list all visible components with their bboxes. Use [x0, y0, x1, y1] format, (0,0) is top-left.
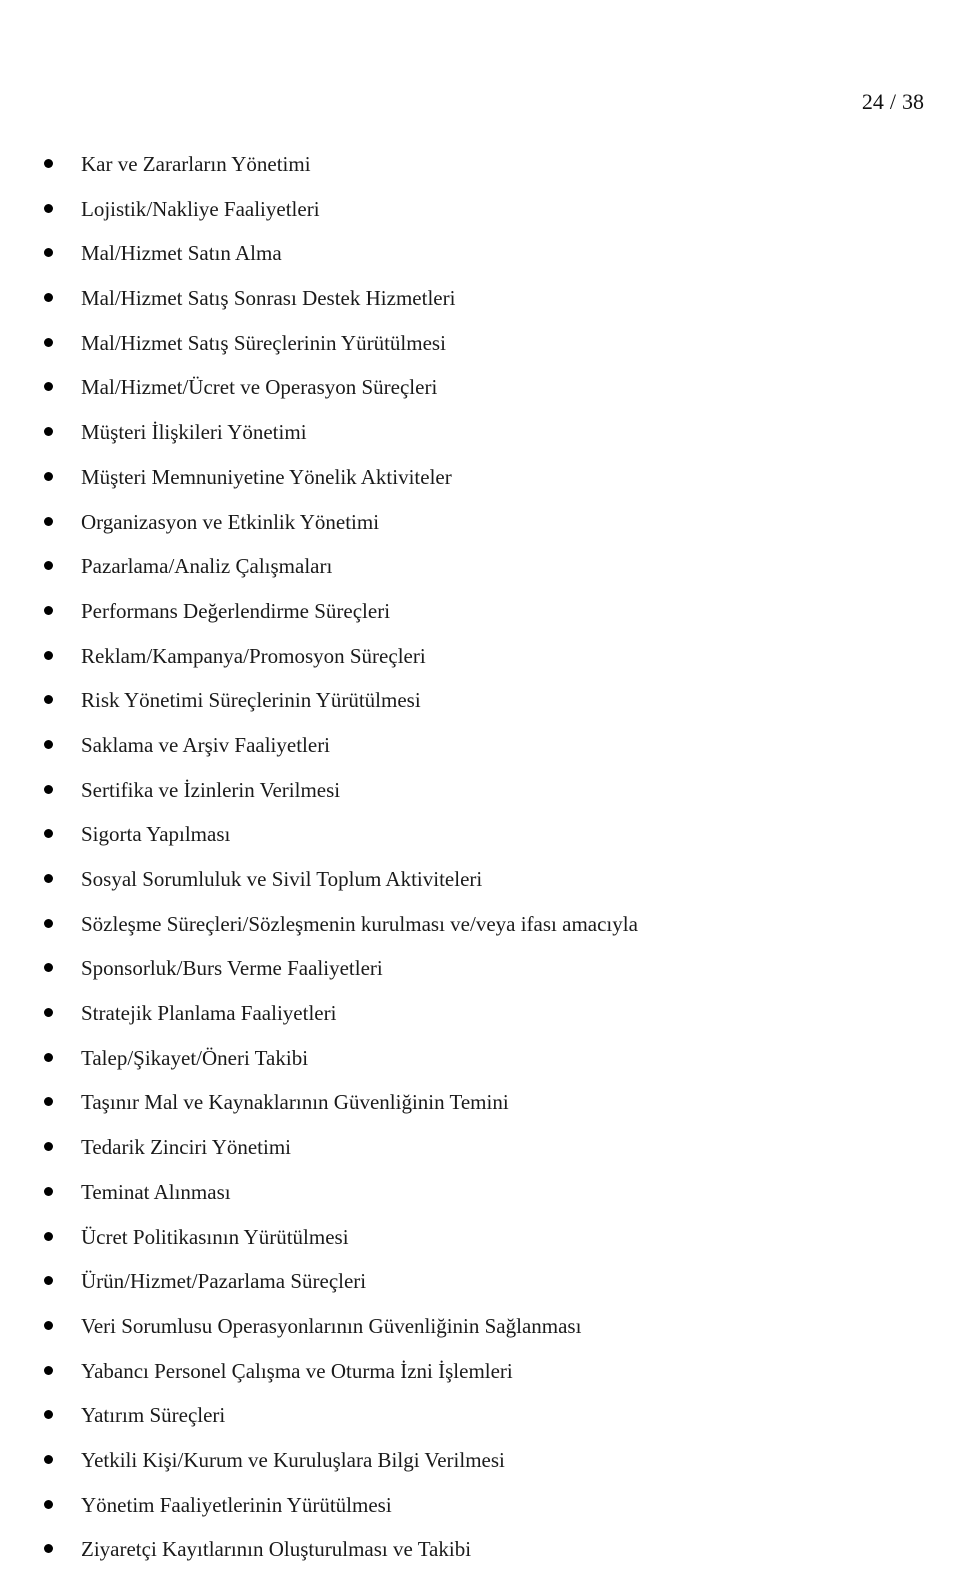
- list-item-label: Organizasyon ve Etkinlik Yönetimi: [81, 509, 380, 534]
- list-item-label: Tedarik Zinciri Yönetimi: [81, 1135, 292, 1160]
- list-item: [0, 1531, 960, 1576]
- bullet-icon: [44, 1142, 53, 1151]
- list-item: [0, 235, 960, 280]
- list-item: [0, 1174, 960, 1219]
- list-item: [0, 727, 960, 772]
- bullet-icon: [44, 874, 53, 883]
- bullet-icon: [44, 561, 53, 570]
- list-item-label: Sözleşme Süreçleri/Sözleşmenin kurulması ve/veya ifası amacıyla: [81, 911, 638, 936]
- list-item-label: Risk Yönetimi Süreçlerinin Yürütülmesi: [81, 688, 421, 713]
- bullet-icon: [44, 651, 53, 660]
- bullet-icon: [44, 427, 53, 436]
- bullet-icon: [44, 248, 53, 257]
- list-item-label: Pazarlama/Analiz Çalışmaları: [81, 554, 333, 579]
- list-item-label: Kar ve Zararların Yönetimi: [81, 152, 311, 176]
- page-number-total: 38: [902, 89, 924, 114]
- list-item-label: Yatırım Süreçleri: [81, 1403, 226, 1428]
- list-item: [0, 1397, 960, 1442]
- list-item-label: Müşteri İlişkileri Yönetimi: [81, 420, 307, 445]
- page-number-separator: /: [889, 89, 896, 114]
- list-item-label: Yönetim Faaliyetlerinin Yürütülmesi: [81, 1492, 392, 1517]
- list-item: [0, 995, 960, 1040]
- list-item: [0, 1353, 960, 1398]
- list-item-label: Mal/Hizmet Satın Alma: [81, 241, 282, 266]
- bullet-icon: [44, 1410, 53, 1419]
- list-item: [0, 682, 960, 727]
- list-item-label: Taşınır Mal ve Kaynaklarının Güvenliğinin Temini: [81, 1090, 509, 1115]
- list-item-label: Veri Sorumlusu Operasyonlarının Güvenliğinin Sağlanması: [81, 1313, 582, 1338]
- list-item-label: Sponsorluk/Burs Verme Faaliyetleri: [81, 956, 383, 981]
- list-item: [0, 861, 960, 906]
- bullet-icon: [44, 695, 53, 704]
- list-item-label: Mal/Hizmet Satış Sonrası Destek Hizmetleri: [81, 286, 456, 311]
- bullet-icon: [44, 338, 53, 347]
- list-item-label: Yetkili Kişi/Kurum ve Kuruluşlara Bilgi Verilmesi: [81, 1447, 505, 1472]
- bullet-icon: [44, 517, 53, 526]
- list-item: [0, 1308, 960, 1353]
- list-item: [0, 772, 960, 817]
- list-item: [0, 1487, 960, 1532]
- bullet-icon: [44, 1276, 53, 1285]
- list-item-label: Müşteri Memnuniyetine Yönelik Aktiviteler: [81, 464, 452, 489]
- list-item: [0, 504, 960, 549]
- list-item-label: Reklam/Kampanya/Promosyon Süreçleri: [81, 643, 426, 668]
- list-item-label: Lojistik/Nakliye Faaliyetleri: [81, 196, 320, 221]
- list-item-label: Teminat Alınması: [81, 1179, 231, 1204]
- bullet-list: [0, 146, 960, 1576]
- list-item-label: Ziyaretçi Kayıtlarının Oluşturulması ve Takibi: [81, 1537, 472, 1562]
- bullet-icon: [44, 785, 53, 794]
- bullet-icon: [44, 1500, 53, 1509]
- list-item-label: Yabancı Personel Çalışma ve Oturma İzni İşlemleri: [81, 1358, 513, 1383]
- list-item: [0, 191, 960, 236]
- list-item-label: Saklama ve Arşiv Faaliyetleri: [81, 732, 331, 757]
- list-item: [0, 548, 960, 593]
- bullet-icon: [44, 472, 53, 481]
- bullet-icon: [44, 963, 53, 972]
- list-item-label: Sigorta Yapılması: [81, 822, 231, 847]
- list-item: [0, 414, 960, 459]
- list-item: [0, 1040, 960, 1085]
- bullet-icon: [44, 293, 53, 302]
- bullet-icon: [44, 1321, 53, 1330]
- list-item-label: Talep/Şikayet/Öneri Takibi: [81, 1045, 309, 1070]
- list-item: [0, 369, 960, 414]
- page-number-current: 24: [861, 89, 884, 114]
- list-item-label: Performans Değerlendirme Süreçleri: [81, 598, 391, 623]
- bullet-icon: [44, 829, 53, 838]
- bullet-icon: [44, 1455, 53, 1464]
- bullet-icon: [44, 1544, 53, 1553]
- list-item: [0, 593, 960, 638]
- list-item: [0, 1129, 960, 1174]
- bullet-icon: [44, 1008, 53, 1017]
- list-item: [0, 1084, 960, 1129]
- list-item-label: Stratejik Planlama Faaliyetleri: [81, 1001, 337, 1026]
- bullet-icon: [44, 1232, 53, 1241]
- bullet-icon: [44, 204, 53, 213]
- list-item: [0, 1219, 960, 1264]
- list-item-label: Ücret Politikasının Yürütülmesi: [81, 1224, 349, 1249]
- list-item-label: Mal/Hizmet Satış Süreçlerinin Yürütülmesi: [81, 330, 446, 355]
- bullet-icon: [44, 1097, 53, 1106]
- list-item: [0, 638, 960, 683]
- list-item: [0, 1263, 960, 1308]
- list-item: [0, 459, 960, 504]
- bullet-icon: [44, 1366, 53, 1375]
- bullet-icon: [44, 606, 53, 615]
- bullet-icon: [44, 382, 53, 391]
- list-item-label: Ürün/Hizmet/Pazarlama Süreçleri: [81, 1269, 367, 1294]
- list-item: [0, 1442, 960, 1487]
- page-number: [862, 88, 924, 116]
- list-item-label: Mal/Hizmet/Ücret ve Operasyon Süreçleri: [81, 375, 438, 400]
- list-item: [0, 280, 960, 325]
- list-item: [0, 325, 960, 370]
- bullet-icon: [44, 1187, 53, 1196]
- bullet-icon: [44, 740, 53, 749]
- list-item-label: Sertifika ve İzinlerin Verilmesi: [81, 777, 341, 802]
- list-item-label: Sosyal Sorumluluk ve Sivil Toplum Aktiviteleri: [81, 867, 483, 891]
- bullet-icon: [44, 159, 53, 168]
- list-item: [0, 816, 960, 861]
- list-item: [0, 906, 960, 951]
- bullet-icon: [44, 1053, 53, 1062]
- list-item: [0, 146, 960, 191]
- list-item: [0, 950, 960, 995]
- bullet-icon: [44, 919, 53, 928]
